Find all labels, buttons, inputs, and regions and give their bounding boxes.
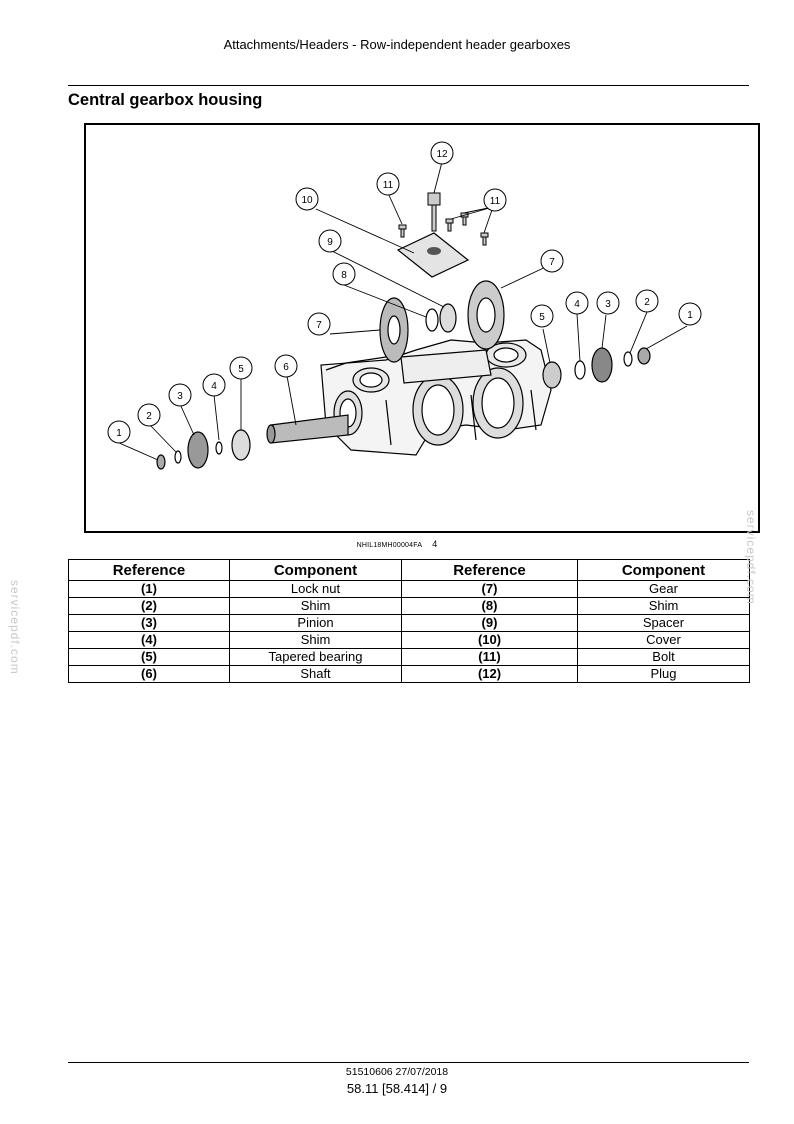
header-rule xyxy=(68,85,749,86)
table-header-row xyxy=(69,560,750,581)
svg-text:12: 12 xyxy=(436,149,448,160)
component-cell: Shaft xyxy=(230,666,402,683)
svg-text:9: 9 xyxy=(327,237,333,248)
column-header: Component xyxy=(578,560,750,581)
figure-number: 4 xyxy=(432,539,438,549)
component-cell: Plug xyxy=(578,666,750,683)
reference-cell: (5) xyxy=(69,649,230,666)
reference-cell: (7) xyxy=(402,581,578,598)
reference-cell: (3) xyxy=(69,615,230,632)
svg-text:1: 1 xyxy=(116,428,122,439)
reference-cell: (8) xyxy=(402,598,578,615)
svg-text:4: 4 xyxy=(211,381,217,392)
reference-cell: (9) xyxy=(402,615,578,632)
callout-9 xyxy=(319,230,341,252)
footer-doc-id: 51510606 27/07/2018 xyxy=(345,1066,449,1078)
svg-text:3: 3 xyxy=(177,391,183,402)
component-cell: Gear xyxy=(578,581,750,598)
table-row xyxy=(69,666,750,683)
column-header: Reference xyxy=(69,560,230,581)
reference-cell: (11) xyxy=(402,649,578,666)
callout-5-right xyxy=(531,305,553,327)
footer-rule xyxy=(68,1062,749,1063)
callout-11-left xyxy=(377,173,399,195)
svg-text:8: 8 xyxy=(341,270,347,281)
table-row xyxy=(69,581,750,598)
callout-11-right xyxy=(484,189,506,211)
component-cell: Lock nut xyxy=(230,581,402,598)
reference-cell: (12) xyxy=(402,666,578,683)
svg-text:11: 11 xyxy=(489,196,501,207)
column-header: Reference xyxy=(402,560,578,581)
component-cell: Pinion xyxy=(230,615,402,632)
callout-4-left xyxy=(203,374,225,396)
watermark-left: servicepdf.com xyxy=(8,580,22,675)
svg-text:4: 4 xyxy=(574,299,580,310)
footer-page-ref: 58.11 [58.414] / 9 xyxy=(346,1081,448,1096)
svg-text:5: 5 xyxy=(539,312,545,323)
component-cell: Cover xyxy=(578,632,750,649)
table-row xyxy=(69,632,750,649)
component-cell: Spacer xyxy=(578,615,750,632)
callout-2-right xyxy=(636,290,658,312)
table-row xyxy=(69,615,750,632)
callout-6 xyxy=(275,355,297,377)
reference-cell: (2) xyxy=(69,598,230,615)
callout-4-right xyxy=(566,292,588,314)
callout-7-right xyxy=(541,250,563,272)
svg-text:7: 7 xyxy=(549,257,555,268)
watermark-right: servicepdf.com xyxy=(744,510,758,605)
svg-text:10: 10 xyxy=(301,195,313,206)
callout-12 xyxy=(431,142,453,164)
callout-8 xyxy=(333,263,355,285)
component-cell: Shim xyxy=(230,598,402,615)
running-header: Attachments/Headers - Row-independent header gearboxes xyxy=(223,37,571,52)
gearbox-exploded-illustration xyxy=(86,125,758,531)
svg-text:1: 1 xyxy=(687,310,693,321)
column-header: Component xyxy=(230,560,402,581)
component-cell: Tapered bearing xyxy=(230,649,402,666)
cover-plate xyxy=(398,233,468,277)
callout-10 xyxy=(296,188,318,210)
table-row xyxy=(69,598,750,615)
svg-text:6: 6 xyxy=(283,362,289,373)
svg-text:11: 11 xyxy=(382,180,394,191)
component-cell: Bolt xyxy=(578,649,750,666)
exploded-view-figure xyxy=(84,123,760,533)
component-cell: Shim xyxy=(578,598,750,615)
component-cell: Shim xyxy=(230,632,402,649)
figure-code: NHIL18MH00004FA xyxy=(356,542,423,549)
callout-7-left xyxy=(308,313,330,335)
parts-table xyxy=(68,559,750,683)
svg-text:3: 3 xyxy=(605,299,611,310)
section-title: Central gearbox housing xyxy=(68,91,263,109)
table-row xyxy=(69,649,750,666)
reference-cell: (10) xyxy=(402,632,578,649)
callout-2-left xyxy=(138,404,160,426)
reference-cell: (4) xyxy=(69,632,230,649)
plug-and-bolts xyxy=(399,193,488,245)
svg-text:5: 5 xyxy=(238,364,244,375)
reference-cell: (6) xyxy=(69,666,230,683)
callout-1-left xyxy=(108,421,130,443)
callout-3-left xyxy=(169,384,191,406)
reference-cell: (1) xyxy=(69,581,230,598)
svg-text:2: 2 xyxy=(146,411,152,422)
svg-text:7: 7 xyxy=(316,320,322,331)
gearbox-housing xyxy=(267,340,551,455)
callout-3-right xyxy=(597,292,619,314)
callout-5-left xyxy=(230,357,252,379)
callout-1-right xyxy=(679,303,701,325)
figure-caption xyxy=(0,539,794,549)
svg-text:2: 2 xyxy=(644,297,650,308)
